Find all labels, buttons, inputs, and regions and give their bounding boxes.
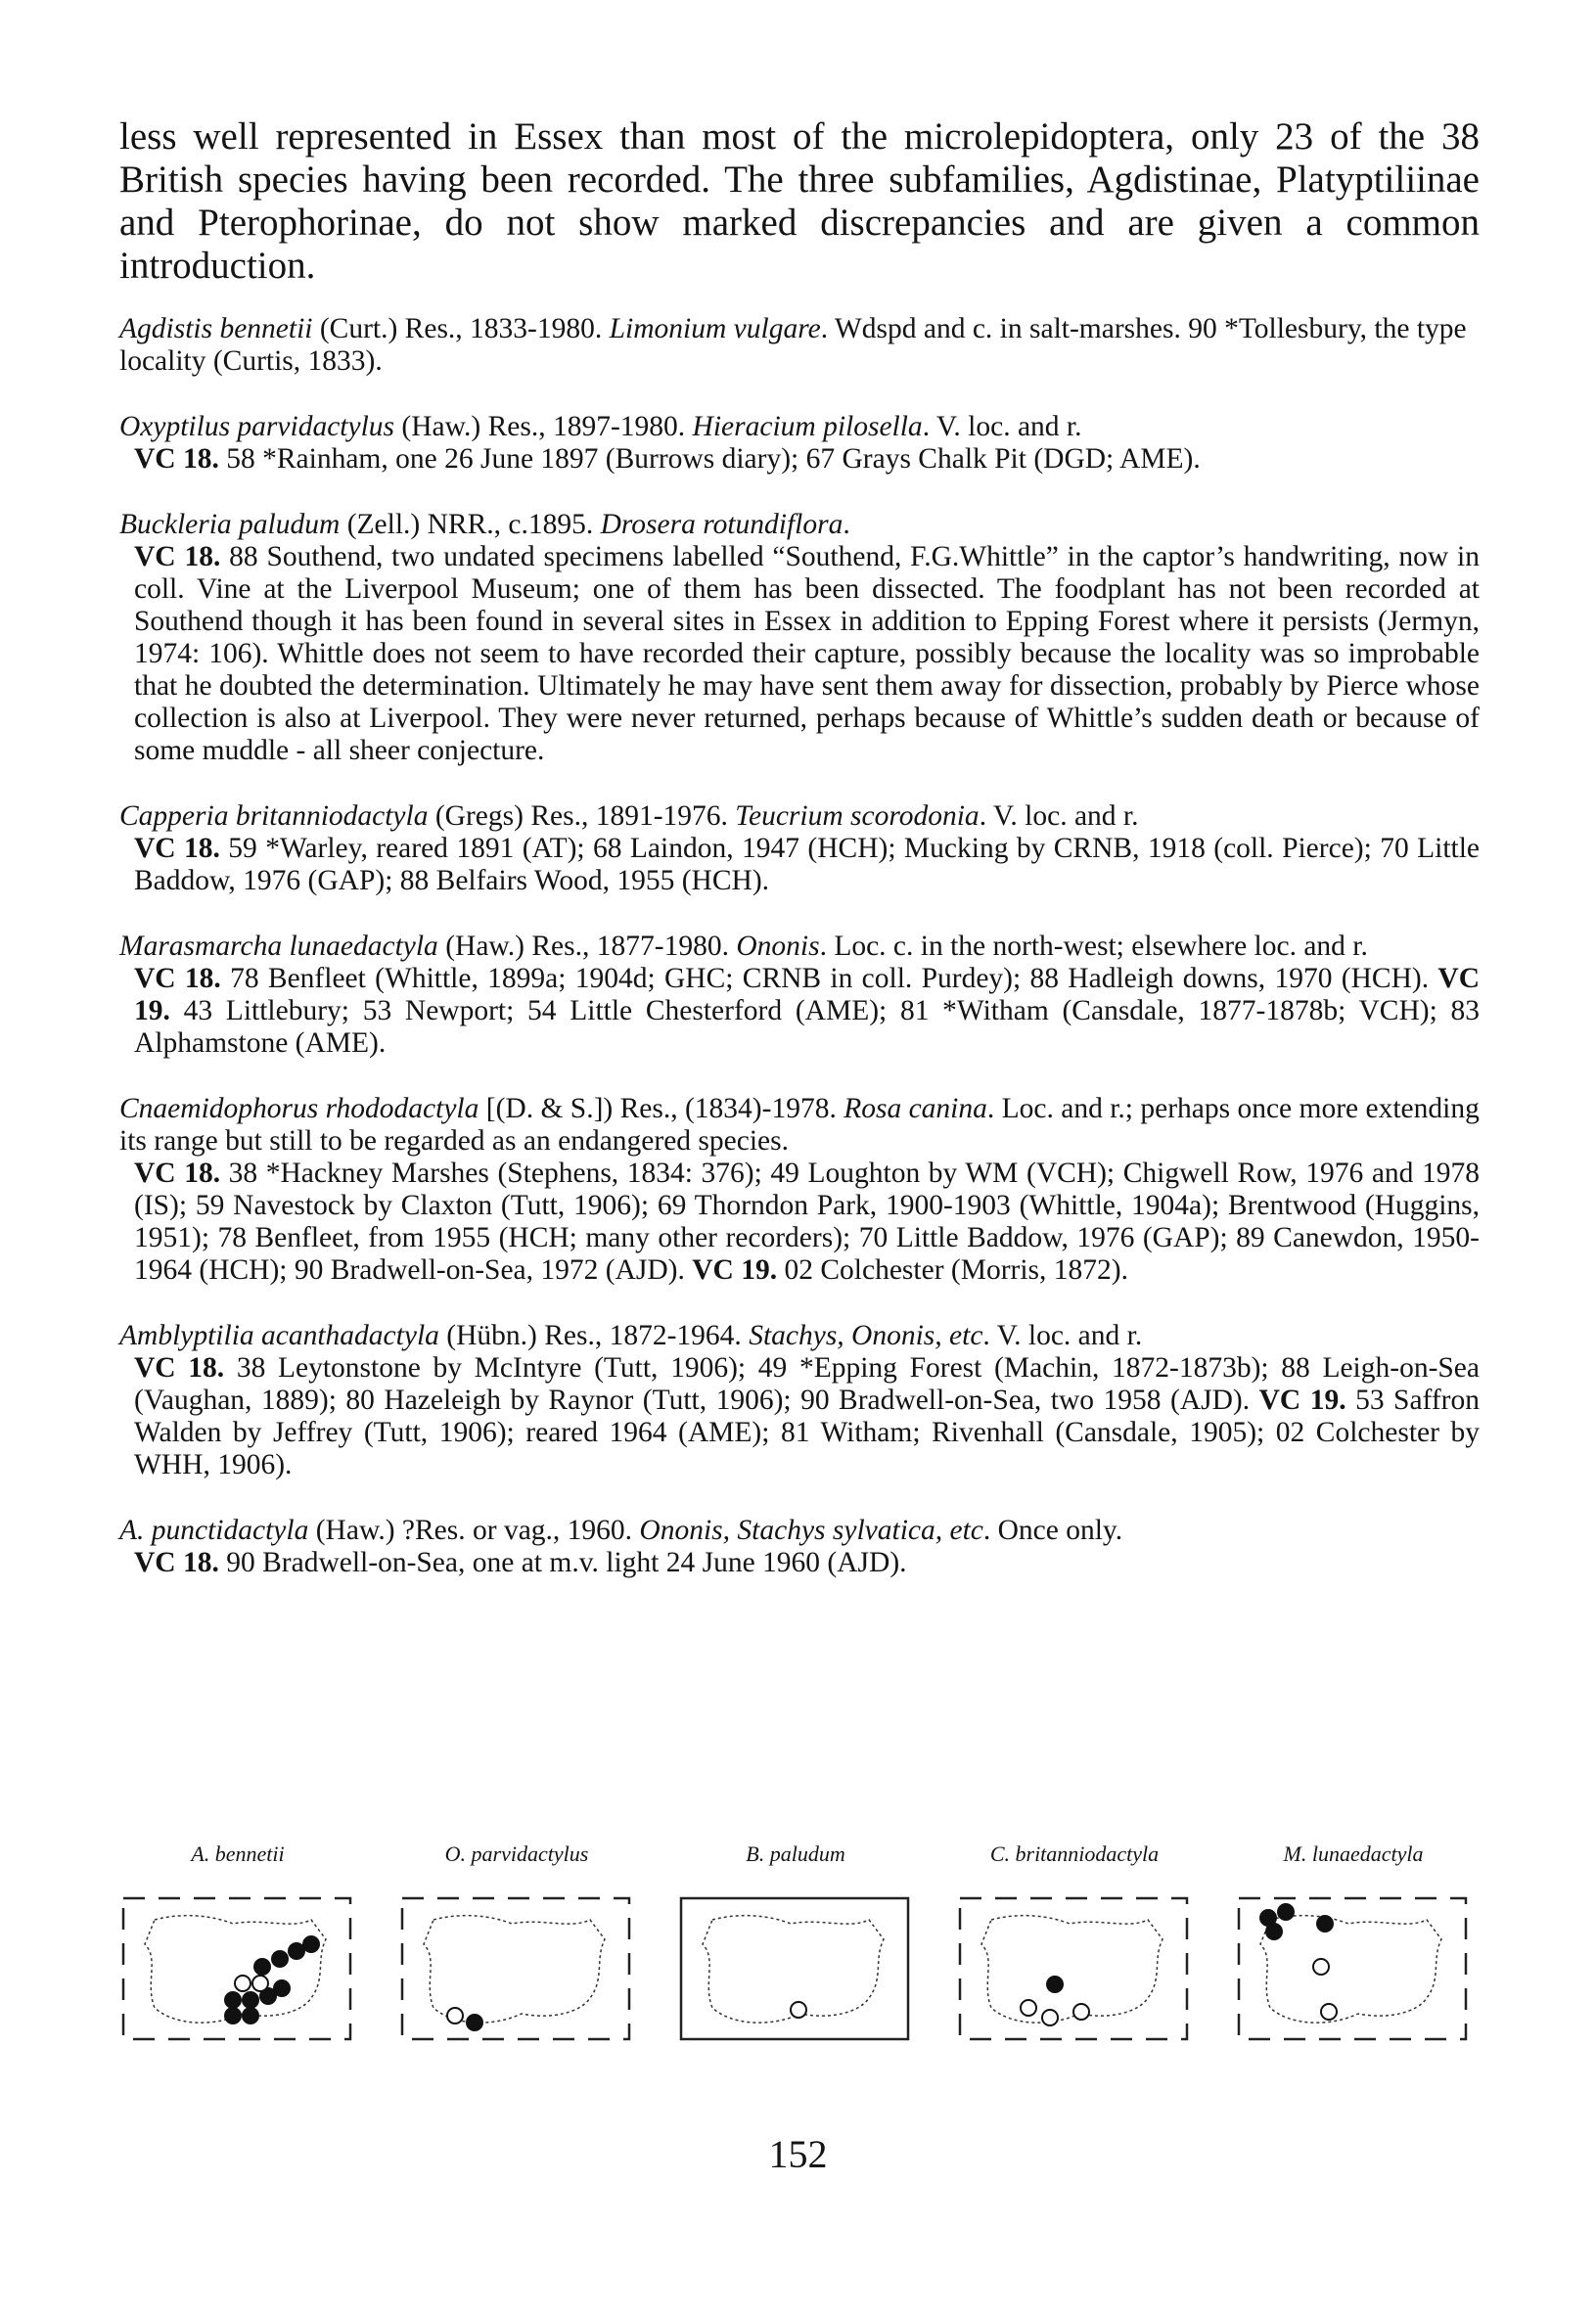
- essex-map-diagram: [952, 1890, 1197, 2047]
- records-paragraph: [119, 963, 1480, 1060]
- records-paragraph: [119, 541, 1480, 767]
- species-status: . Once only.: [982, 1515, 1123, 1546]
- foodplant: Limonium vulgare: [609, 313, 821, 344]
- vice-county-label: VC 19.: [134, 963, 1481, 1026]
- map-caption: B. paludum: [746, 1842, 845, 1866]
- foodplant: Stachys, Ononis, etc: [749, 1320, 983, 1351]
- distribution-map: [394, 1842, 639, 2047]
- foodplant: Teucrium scorodonia: [735, 800, 980, 832]
- species-name: Buckleria paludum: [119, 509, 341, 540]
- vice-county-label: VC 18.: [134, 963, 221, 994]
- records-paragraph: [119, 443, 1480, 476]
- map-caption: O. parvidactylus: [444, 1842, 589, 1866]
- records-text: 78 Benfleet (Whittle, 1899a; 1904d; GHC; CRNB in coll. Purdey); 88 Hadleigh downs, 1970 (HCH).: [220, 963, 1438, 994]
- distribution-maps: [115, 1842, 1485, 2076]
- records-text: 43 Littlebury; 53 Newport; 54 Little Chesterford (AME); 81 *Witham (Cansdale, 1877-1878b; VCH); 83 Alphamstone (AME).: [134, 995, 1480, 1059]
- species-entry: [119, 931, 1480, 1060]
- map-caption: A. bennetii: [191, 1842, 285, 1866]
- vice-county-label: VC 19.: [1258, 1385, 1346, 1416]
- vice-county-label: VC 18.: [134, 1352, 225, 1384]
- species-name: Oxyptilus parvidactylus: [119, 411, 395, 442]
- species-name: Cnaemidophorus rhododactyla: [119, 1093, 479, 1124]
- vice-county-label: VC 18.: [134, 443, 219, 475]
- map-caption: M. lunaedactyla: [1283, 1842, 1424, 1866]
- records-paragraph: [119, 1352, 1480, 1481]
- species-name: Capperia britanniodactyla: [119, 800, 429, 832]
- species-entry: [119, 800, 1480, 897]
- species-entry: [119, 1320, 1480, 1481]
- vice-county-label: VC 18.: [134, 833, 220, 864]
- species-status: . Loc. c. in the north-west; elsewhere loc. and r.: [819, 931, 1368, 962]
- records-text: 90 Bradwell-on-Sea, one at m.v. light 24 June 1960 (AJD).: [218, 1547, 907, 1578]
- species-authority: (Zell.) NRR., c.1895.: [340, 509, 601, 540]
- records-text: 53 Saffron Walden by Jeffrey (Tutt, 1906); reared 1964 (AME); 81 Witham; Rivenhall (Cansdale, 1905); 02 Colchester by WHH, 1906).: [134, 1385, 1480, 1480]
- species-authority: (Curt.) Res., 1833-1980.: [312, 313, 610, 344]
- records-text: 38 Leytonstone by McIntyre (Tutt, 1906); 49 *Epping Forest (Machin, 1872-1873b); 88 Leigh-on-Sea (Vaughan, 1889); 80 Hazeleigh by Raynor (Tutt, 1906); 90 Bradwell-on-Sea, two 1958 (AJD).: [134, 1352, 1480, 1416]
- species-entries: [119, 313, 1480, 1613]
- species-status: . V. loc. and r.: [982, 1320, 1143, 1351]
- foodplant: Rosa canina: [844, 1093, 987, 1124]
- records-text: 58 *Rainham, one 26 June 1897 (Burrows diary); 67 Grays Chalk Pit (DGD; AME).: [218, 443, 1201, 475]
- vice-county-label: VC 19.: [692, 1254, 778, 1286]
- species-entry: [119, 411, 1480, 476]
- species-authority: (Haw.) Res., 1877-1980.: [437, 931, 737, 962]
- species-entry: [119, 313, 1480, 378]
- species-name: A. punctidactyla: [119, 1515, 309, 1546]
- species-name: Amblyptilia acanthadactyla: [119, 1320, 439, 1351]
- page-number: 152: [768, 2132, 828, 2176]
- species-entry: [119, 509, 1480, 767]
- records-text: 88 Southend, two undated specimens labelled “Southend, F.G.Whittle” in the captor’s handwriting, now in coll. Vine at the Liverpool Museum; one of them has been dissected. The foodplant has not been recorded at Southend though it has been found in several sites in Essex in addition to Epping Forest where it persists (Jermyn, 1974: 106). Whittle does not seem to have recorded their capture, possibly because the locality was so improbable that he doubted the determination. Ultimately he may have sent them away for dissection, probably by Pierce whose collection is also at Liverpool. They were never returned, perhaps because of Whittle’s sudden death or because of some muddle - all sheer conjecture.: [134, 541, 1480, 766]
- essex-map-diagram: [115, 1890, 360, 2047]
- species-status: . Wdspd and c. in salt-marshes. 90 *Tollesbury, the type locality (Curtis, 1833).: [119, 313, 1467, 377]
- records-text: 02 Colchester (Morris, 1872).: [777, 1254, 1128, 1286]
- records-text: 38 *Hackney Marshes (Stephens, 1834: 376); 49 Loughton by WM (VCH); Chigwell Row, 1976 and 1978 (IS); 59 Navestock by Claxton (Tutt, 1906); 69 Thorndon Park, 1900-1903 (Whittle, 1904a); Brentwood (Huggins, 1951); 78 Benfleet, from 1955 (HCH; many other recorders); 70 Little Baddow, 1976 (GAP); 89 Canewdon, 1950-1964 (HCH); 90 Bradwell-on-Sea, 1972 (AJD).: [134, 1158, 1480, 1286]
- foodplant: Ononis: [736, 931, 820, 962]
- species-status: . Loc. and r.; perhaps once more extending its range but still to be regarded as an endangered species.: [119, 1093, 1480, 1157]
- species-entry: [119, 1515, 1480, 1579]
- species-status: . V. loc. and r.: [922, 411, 1082, 442]
- essex-map-diagram: [673, 1890, 918, 2047]
- distribution-map: [673, 1842, 918, 2047]
- distribution-map: [952, 1842, 1197, 2047]
- foodplant: Drosera rotundiflora: [600, 509, 844, 540]
- species-status: .: [843, 509, 850, 540]
- species-authority: (Haw.) Res., 1897-1980.: [394, 411, 693, 442]
- essex-map-diagram: [1231, 1890, 1476, 2047]
- vice-county-label: VC 18.: [134, 541, 221, 572]
- vice-county-label: VC 18.: [134, 1547, 219, 1578]
- records-paragraph: [119, 833, 1480, 897]
- species-status: . V. loc. and r.: [979, 800, 1139, 832]
- species-authority: [(D. & S.]) Res., (1834)-1978.: [479, 1093, 844, 1124]
- records-text: 59 *Warley, reared 1891 (AT); 68 Laindon, 1947 (HCH); Mucking by CRNB, 1918 (coll. Pierce); 70 Little Baddow, 1976 (GAP); 88 Belfairs Wood, 1955 (HCH).: [134, 833, 1480, 896]
- species-entry: [119, 1093, 1480, 1287]
- species-authority: (Gregs) Res., 1891-1976.: [428, 800, 736, 832]
- species-name: Agdistis bennetii: [119, 313, 313, 344]
- map-caption: C. britanniodactyla: [989, 1842, 1160, 1866]
- distribution-map: [1231, 1842, 1476, 2047]
- intro-paragraph: less well represented in Essex than most of the microlepidoptera, only 23 of the 38 British species having been recorded. The three subfamilies, Agdistinae, Platyptiliinae and Pterophorinae, do not show marked discrepancies and are given a common introduction.: [119, 115, 1480, 287]
- species-authority: (Haw.) ?Res. or vag., 1960.: [308, 1515, 640, 1546]
- foodplant: Hieracium pilosella: [692, 411, 923, 442]
- foodplant: Ononis, Stachys sylvatica, etc: [639, 1515, 983, 1546]
- species-authority: (Hübn.) Res., 1872-1964.: [438, 1320, 750, 1351]
- species-name: Marasmarcha lunaedactyla: [119, 931, 438, 962]
- distribution-map: [115, 1842, 360, 2047]
- records-paragraph: [119, 1158, 1480, 1287]
- vice-county-label: VC 18.: [134, 1158, 221, 1189]
- essex-map-diagram: [394, 1890, 639, 2047]
- records-paragraph: [119, 1547, 1480, 1579]
